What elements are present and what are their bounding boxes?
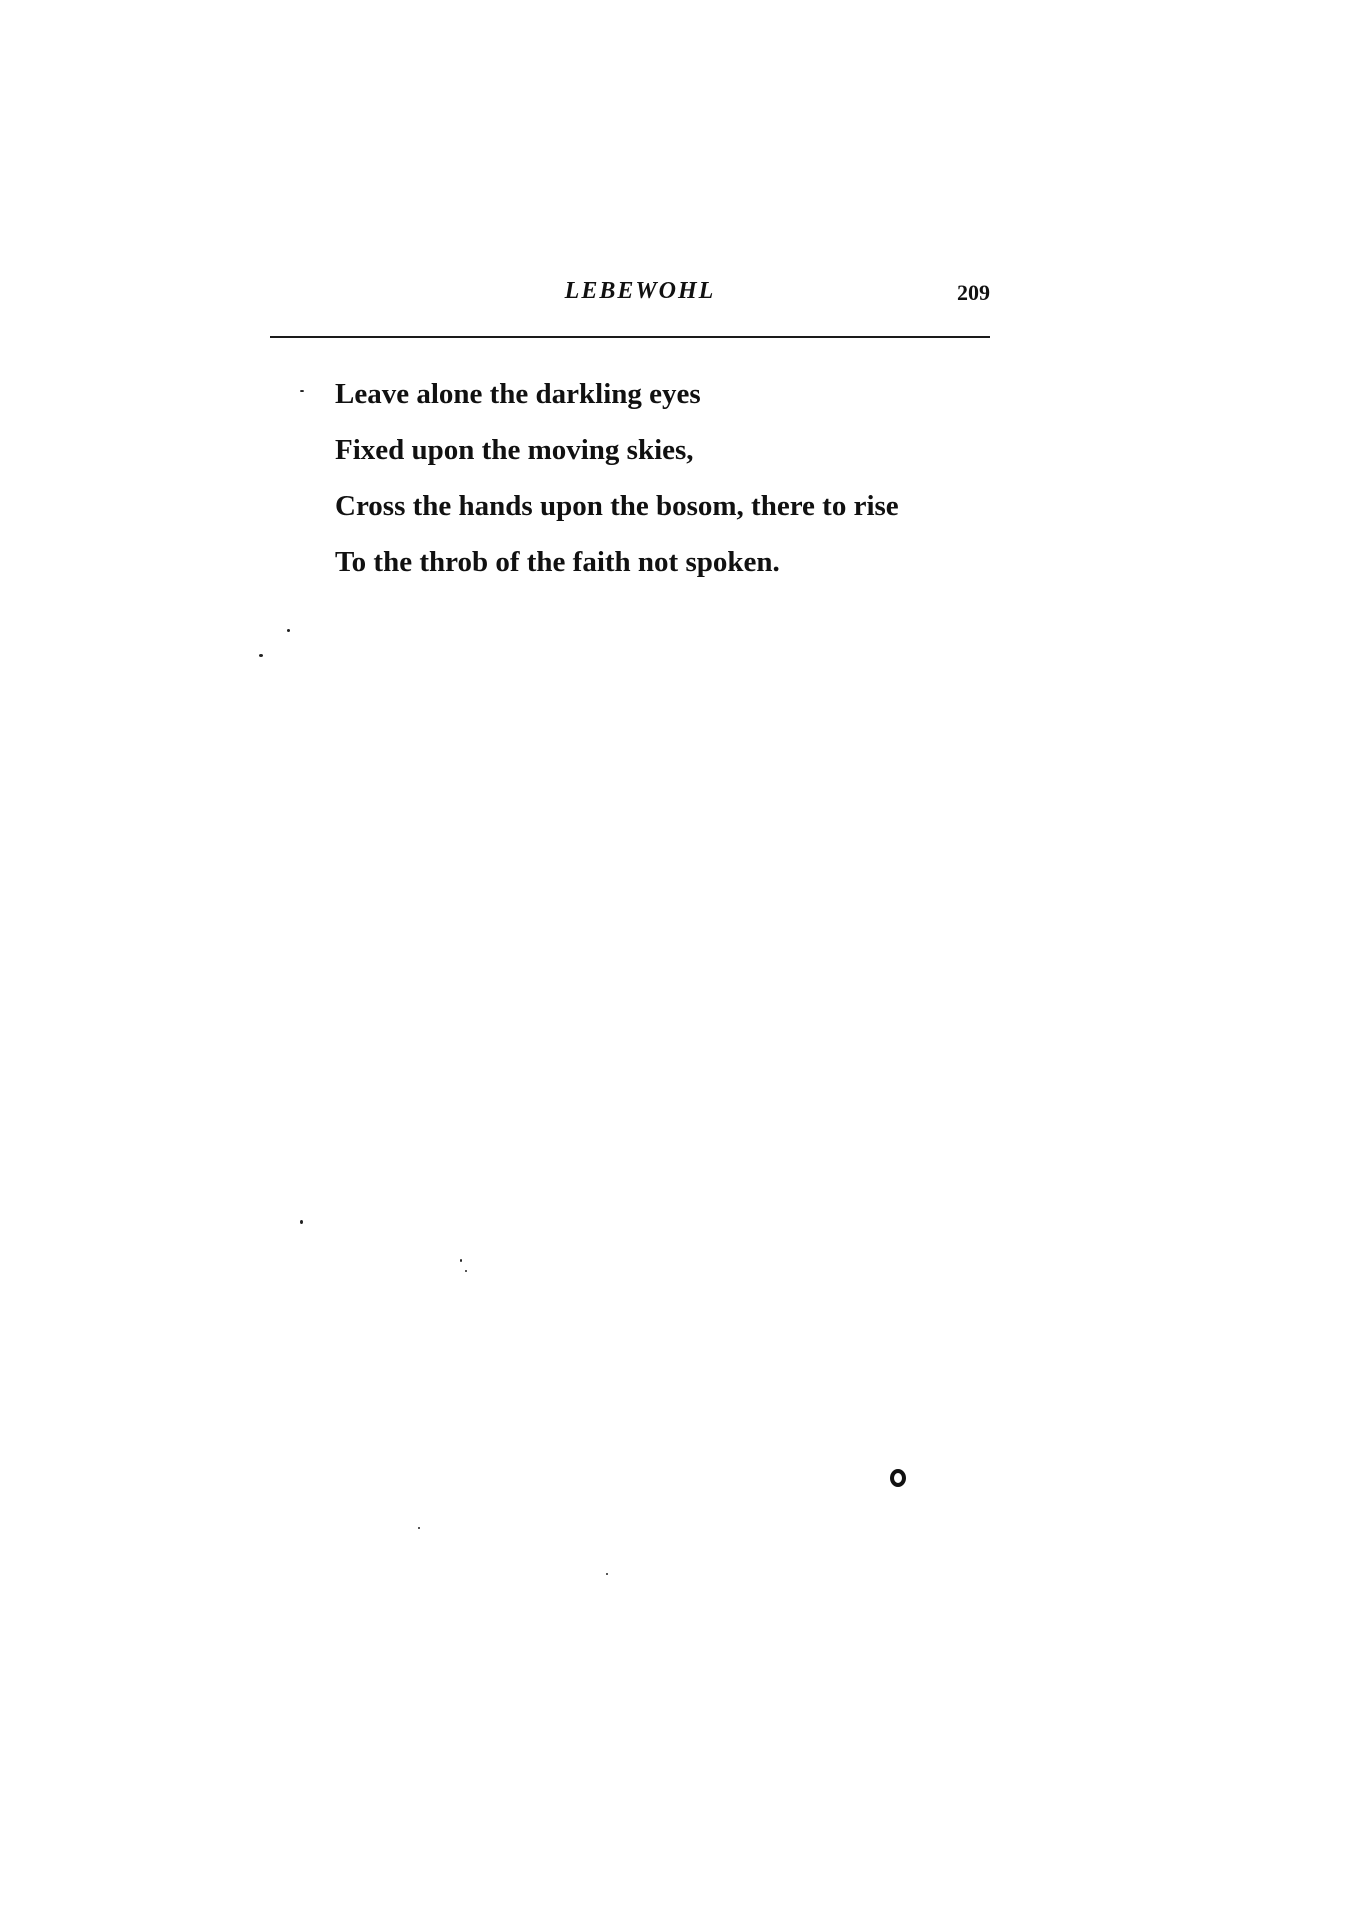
scan-speck bbox=[418, 1527, 420, 1529]
verse-line: Fixed upon the moving skies, bbox=[335, 434, 694, 466]
scan-speck bbox=[300, 1220, 303, 1224]
verse-line: Leave alone the darkling eyes bbox=[335, 378, 701, 410]
circle-ornament-icon bbox=[890, 1469, 906, 1487]
verse-line: Cross the hands upon the bosom, there to rise bbox=[335, 490, 899, 522]
page-number: 209 bbox=[957, 280, 990, 305]
scan-speck bbox=[460, 1259, 462, 1262]
scan-speck bbox=[259, 654, 263, 657]
scan-speck bbox=[300, 390, 304, 392]
scan-speck bbox=[287, 629, 290, 632]
running-title: LEBEWOHL bbox=[564, 278, 716, 304]
verse-line: To the throb of the faith not spoken. bbox=[335, 546, 780, 578]
running-head bbox=[270, 278, 990, 318]
poem-stanza bbox=[335, 366, 1015, 590]
scan-speck bbox=[606, 1573, 608, 1575]
scan-speck bbox=[465, 1270, 467, 1272]
header-rule bbox=[270, 336, 990, 338]
